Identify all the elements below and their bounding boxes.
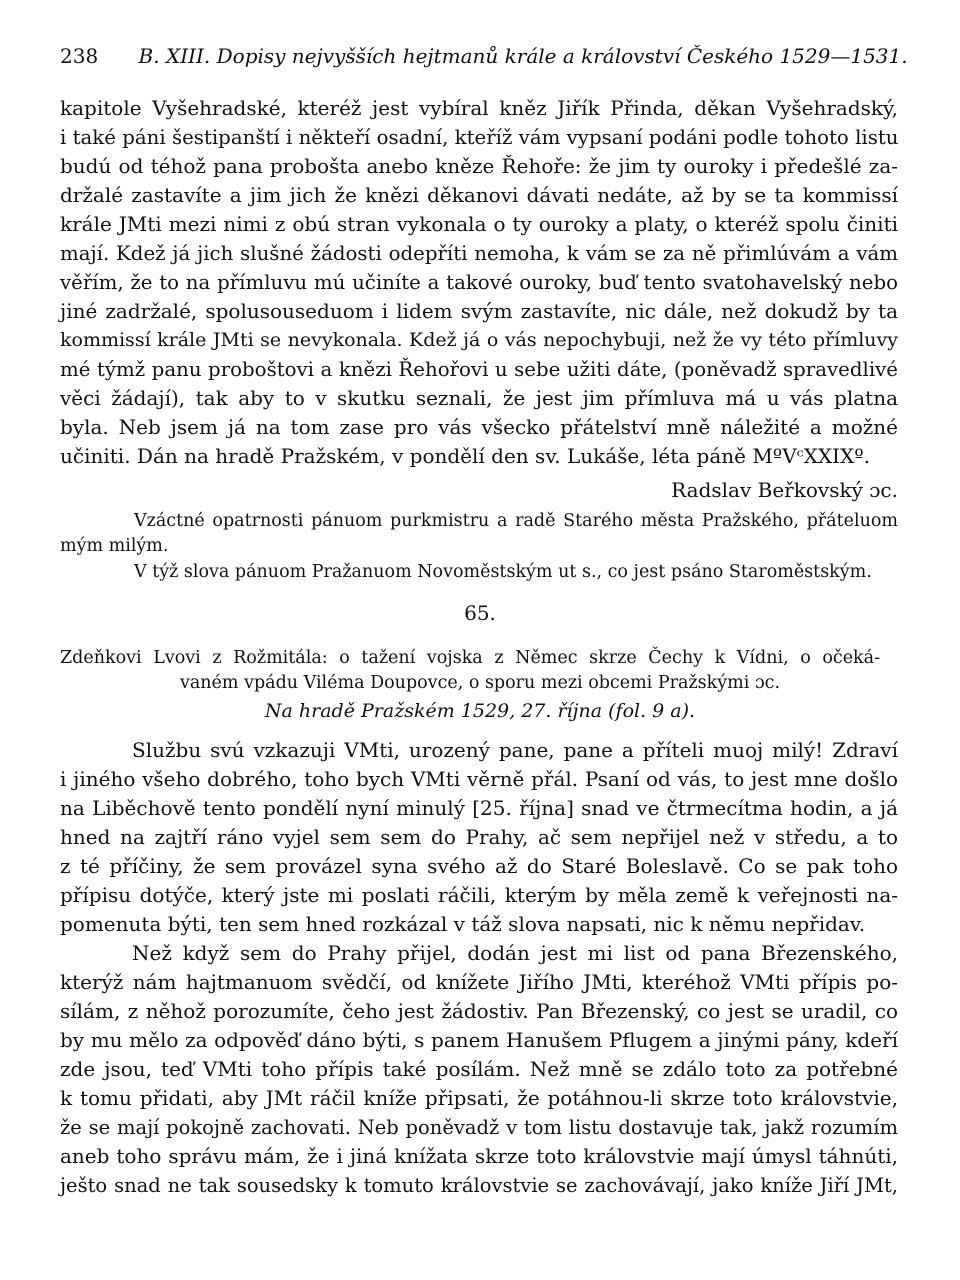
text-line: aneb toho správu mám, že i jiná knížata skrze toto královstvie mají úmysl táhnúti, [60, 1144, 898, 1168]
letter-dateline: Na hradě Pražském 1529, 27. října (fol. 9 a). [264, 700, 696, 722]
text-line: ješto snad ne tak sousedsky k tomuto královstvie se zachovávají, jako kníže Jiří JMt, [60, 1174, 898, 1197]
text-line: by mu mělo za odpověď dáno býti, s panem Hanušem Pflugem a jinými pány, kdeří [60, 1028, 898, 1052]
text-line: sílám, z něhož porozumíte, čeho jest žádostiv. Pan Březenský, co jest se uradil, co [60, 999, 898, 1023]
text-line: byla. Neb jsem já na tom zase pro vás všecko přátelství mně náležité a možné [60, 415, 898, 439]
text-line: krále JMti mezi nimi z obú stran vykonala o ty ouroky a platy, o kteréž spolu činiti [60, 212, 898, 236]
address-line: V týž slova pánuom Pražanuom Novoměstským ut s., co jest psáno Staroměstským. [134, 562, 872, 582]
text-line: mé týmž panu proboštovi a knězi Řehořovi u sebe užiti dáte, (poněvadž spravedlivé [60, 358, 898, 381]
text-line: k tomu přidati, aby JMt ráčil kníže připsati, že potáhnou-li skrze toto královstvie, [60, 1086, 898, 1110]
text-line: i také páni šestipanští i někteří osadní, kteříž vám vypsaní podáni podle tohoto listu [60, 126, 899, 149]
text-line: Službu svú vzkazuji VMti, urozený pane, pane a příteli muoj milý! Zdraví [132, 738, 898, 762]
signature: Radslav Beřkovský ɔc. [671, 478, 898, 502]
address-line: mým milým. [60, 536, 169, 556]
running-title: B. XIII. Dopisy nejvyšších hejtmanů krále a království Českého 1529—1531. [138, 44, 908, 68]
text-line: zde jsou, teď VMti toho přípis také posílám. Než mně se zdálo toto za potřebné [60, 1057, 898, 1081]
text-line: Než když sem do Prahy přijel, dodán jest mi list od pana Březenského, [132, 941, 898, 965]
text-line: věci žádají), tak aby to v skutku seznali, že jest jim přímluva má u vás platna [60, 386, 898, 410]
text-line: učiniti. Dán na hradě Pražském, v pondělí den sv. Lukáše, léta páně MºVᶜXXIXº. [60, 444, 870, 468]
letter-number: 65. [464, 601, 496, 625]
text-line: z té příčiny, že sem provázel syna svého až do Staré Boleslavě. Co se pak toho [60, 854, 898, 878]
text-line: pomenuta býti, ten sem hned rozkázal v táž slova napsati, nic k němu nepřidav. [60, 912, 866, 936]
text-line: že se mají pokojně zachovati. Neb poněvadž v tom listu dostavuje tak, jakž rozumím [60, 1116, 898, 1139]
text-line: budú od téhož pana probošta anebo kněze Řehoře: že jim ty ouroky i předešlé za- [60, 154, 898, 178]
page-number: 238 [60, 44, 99, 68]
text-line: hned na zajtří ráno vyjel sem sem do Prahy, ač sem nepřijel než v středu, a to [60, 825, 898, 849]
letter-summary: vaném vpádu Viléma Doupovce, o sporu mezi obcemi Pražskými ɔc. [179, 673, 781, 693]
text-line: věřím, že to na přímluvu mú učiníte a takové ouroky, buď tento svatohavelský nebo [60, 271, 898, 294]
text-line: i jiného všeho dobrého, toho bych VMti věrně přál. Psaní od vás, to jest mne došlo [60, 767, 898, 791]
text-line: jiné zadržalé, spolusouseduom i lidem svým zastavíte, nic dále, než dokudž by ta [60, 299, 898, 323]
running-header [60, 44, 910, 68]
text-line: kapitole Vyšehradské, kteréž jest vybíral kněz Jiřík Přinda, děkan Vyšehradský, [60, 96, 898, 120]
text-line: mají. Kdež já jich slušné žádosti odepříti nemoha, k vám se za ně přimlúvám a vám [60, 242, 898, 265]
text-line: kommissí krále JMti se nevykonala. Kdež já o vás nepochybuji, než že vy této přímluvy [60, 329, 898, 351]
text-line: přípisu dotýče, který jste mi poslati ráčili, kterým by měla země k veřejnosti na- [60, 883, 898, 907]
text-line: kterýž nám hajtmanuom svědčí, od knížete Jiřího JMti, kteréhož VMti přípis po- [60, 970, 898, 994]
text-line: držalé zastavíte a jim jich že knězi děkanovi dávati nedáte, až by se ta kommissí [60, 183, 898, 207]
letter-summary: Zdeňkovi Lvovi z Rožmitála: o tažení vojska z Němec skrze Čechy k Vídni, o očeká- [60, 648, 880, 668]
address-line: Vzáctné opatrnosti pánuom purkmistru a radě Starého města Pražského, přáteluom [134, 511, 898, 531]
text-line: na Liběchově tento pondělí nyní minulý [25. října] snad ve čtrmecítma hodin, a já [60, 796, 898, 820]
